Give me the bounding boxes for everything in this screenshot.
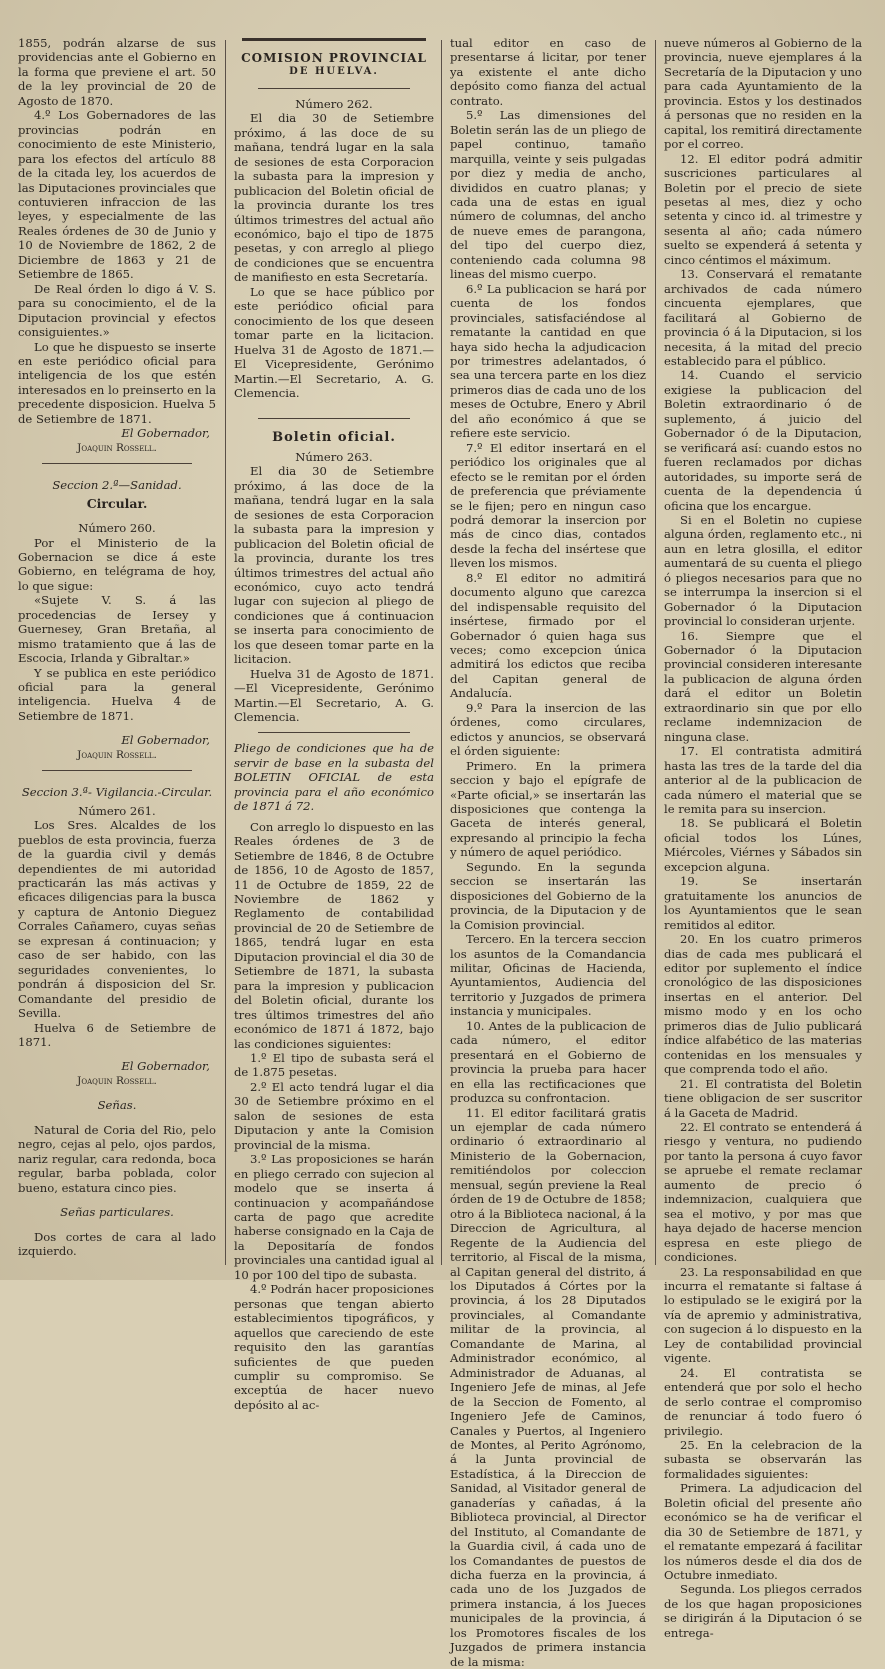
paragraph: 21. El contratista del Boletin tiene obligacion de ser suscritor á la Gaceta de Madrid. (664, 1076, 862, 1120)
paragraph: Tercero. En la tercera seccion los asuntos de la Comandancia militar, Oficinas de Hacienda, Ayuntamientos, Audiencia del territorio y Juzgados de primera instancia y municipales. (450, 932, 646, 1019)
paragraph: Primero. En la primera seccion y bajo el epígrafe de «Parte oficial,» se insertarán las disposiciones que contenga la Gaceta de interés general, expresando al principio la fecha y número de aquel periódico. (450, 758, 646, 860)
paragraph: 2.º El acto tendrá lugar el dia 30 de Setiembre próximo en el salon de sesiones de esta Diputacion y ante la Comision provincial de la misma. (234, 1079, 434, 1152)
column-divider (441, 40, 442, 1265)
paragraph: Dos cortes de cara al lado izquierdo. (18, 1229, 216, 1258)
section-divider (258, 88, 410, 89)
signature-title: El Gobernador, (121, 733, 210, 748)
signature-title: El Gobernador, (121, 1059, 210, 1074)
section-divider (258, 732, 410, 733)
paragraph: 23. La responsabilidad en que incurra el rematante si faltase á lo estipulado se le exigirá por la vía de apremio y administrativa, con sugecion á lo dispuesto en la Ley de contabilidad provincial vigente. (664, 1264, 862, 1366)
paragraph: 9.º Para la insercion de las órdenes, como circulares, edictos y anuncios, se observará el órden siguiente: (450, 700, 646, 759)
paragraph: tual editor en caso de presentarse á licitar, por tener ya existente el ante dicho depósito como fianza del actual contrato. (450, 36, 646, 108)
masthead-rule (242, 38, 426, 41)
paragraph: 18. Se publicará el Boletin oficial todos los Lúnes, Miércoles, Viérnes y Sábados sin excepcion alguna. (664, 816, 862, 874)
paragraph: Los Sres. Alcaldes de los pueblos de esta provincia, fuerza de la guardia civil y demás dependientes de mi autoridad practicarán las más activas y eficaces diligencias para la busca y captura de Antonio Dieguez Corrales Cañamero, cuyas señas se expresan á continuacion; y caso de ser habido, con las seguridades convenientes, lo pondrán á disposicion del Sr. Comandante del presidio de Sevilla. (18, 818, 216, 1021)
paragraph: Lo que he dispuesto se inserte en este periódico oficial para inteligencia de los que estén interesados en lo preinserto en la precedente disposicion. Huelva 5 de Setiembre de 1871. (18, 339, 216, 426)
paragraph: Primera. La adjudicacion del Boletin oficial del presente año económico se ha de verificar el dia 30 de Setiembre de 1871, y el rematante empezará á facilitar los números desde el dia dos de Octubre inmediato. (664, 1481, 862, 1583)
column-3 (450, 36, 646, 1669)
paragraph: 17. El contratista admitirá hasta las tres de la tarde del dia anterior al de la publicacion de cada número el material que se le remita para su insercion. (664, 744, 862, 817)
section-heading: Seccion 2.ª—Sanidad. (52, 478, 182, 493)
paragraph: 16. Siempre que el Gobernador ó la Diputacion provincial consideren interesante la publicacion de alguna órden dará el editor un Boletin extraordinario sin que por ello reclame indemnizacion de ninguna clase. (664, 628, 862, 744)
paragraph: 1.º El tipo de subasta será el de 1.875 pesetas. (234, 1051, 434, 1080)
article-heading: Circular. (86, 495, 148, 511)
article-number: Número 260. (78, 521, 156, 536)
masthead-title: COMISION PROVINCIAL (241, 51, 427, 65)
paragraph: 24. El contratista se entenderá que por solo el hecho de serlo contrae el compromiso de renunciar á todo fuero ó privilegio. (664, 1365, 862, 1438)
signature-name: Joaquin Rossell. (77, 748, 157, 761)
paragraph: Con arreglo lo dispuesto en las Reales órdenes de 3 de Setiembre de 1846, 8 de Octubre de 1856, 10 de Agosto de 1857, 11 de Octubre de 1859, 22 de Noviembre de 1862 y Reglamento de contabilidad provincial de 20 de Setiembre de 1865, tendrá lugar en esta Diputacion provincial el dia 30 de Setiembre de 1871, la subasta para la impresion y publicacion del Boletin oficial, durante los tres últimos trimestres del año económico de 1871 á 1872, bajo las condiciones siguientes: (234, 819, 434, 1051)
paragraph: El dia 30 de Setiembre próximo, á las doce de su mañana, tendrá lugar en la sala de sesiones de esta Corporacion la subasta para la impresion y publicacion del Boletin oficial de la provincia durante los tres últimos trimestres del actual año económico, bajo el tipo de 1875 pesetas, y con arreglo al pliego de condiciones que se encuentra de manifiesto en esta Secretaría. (234, 111, 434, 285)
signature-name: Joaquin Rossell. (77, 441, 157, 454)
section-divider (42, 770, 192, 771)
paragraph: Huelva 31 de Agosto de 1871. —El Vicepresidente, Gerónimo Martin.—El Secretario, A. G. Clemencia. (234, 666, 434, 725)
paragraph: 5.º Las dimensiones del Boletin serán las de un pliego de papel continuo, tamaño marquilla, veinte y seis pulgadas por diez y media de ancho, divididos en cuatro planas; y cada una de estas en igual número de columnas, del ancho de nueve emes de parangona, del tipo del cuerpo diez, conteniendo cada columna 98 lineas del mismo cuerpo. (450, 108, 646, 282)
article-number: Número 262. (295, 96, 373, 111)
paragraph: Lo que se hace público por este periódico oficial para conocimiento de los que deseen tomar parte en la licitacion. Huelva 31 de Agosto de 1871.—El Vicepresidente, Gerónimo Martin.—El Secretario, A. G. Clemencia. (234, 284, 434, 400)
section-divider (258, 418, 410, 419)
column-1 (18, 36, 216, 1272)
paragraph: 3.º Las proposiciones se harán en pliego cerrado con sujecion al modelo que se inserta á continuacion y acompañándose carta de pago que acredite haberse consignado en la Caja de la Depositaría de fondos provinciales una cantidad igual al 10 por 100 del tipo de subasta. (234, 1152, 434, 1282)
masthead-subtitle: DE HUELVA. (289, 66, 379, 78)
paragraph: 4.º Podrán hacer proposiciones personas que tengan abierto establecimientos tipográficos, y aquellos que careciendo de este requisito den las garantías suficientes de que pueden cumplir su compromiso. Se exceptúa de hacer nuevo depósito al ac- (234, 1282, 434, 1412)
paragraph: «Sujete V. S. á las procedencias de Iersey y Guernesey, Gran Bretaña, al mismo tratamiento que á las de Escocia, Irlanda y Gibraltar.» (18, 593, 216, 666)
section-heading: Seccion 3.ª- Vigilancia.-Circular. (21, 785, 213, 800)
paragraph: Si en el Boletin no cupiese alguna órden, reglamento etc., ni aun en letra glosilla, el editor aumentará de su cuenta el pliego ó pliegos necesarios para que no se interrumpa la insercion si el Gobernador ó la Diputacion provincial lo consideran urjente. (664, 512, 862, 629)
paragraph: 4.º Los Gobernadores de las provincias podrán en conocimiento de este Ministerio, para los efectos del artículo 88 de la citada ley, los acuerdos de las Diputaciones provinciales que contuvieren infraccion de las leyes, y especialmente de las Reales órdenes de 30 de Junio y 10 de Noviembre de 1862, 2 de Diciembre de 1863 y 21 de Setiembre de 1865. (18, 108, 216, 282)
paragraph: Por el Ministerio de la Gobernacion se dice á este Gobierno, en telégrama de hoy, lo que sigue: (18, 535, 216, 593)
paragraph: Natural de Coria del Rio, pelo negro, cejas al pelo, ojos pardos, nariz regular, cara redonda, boca regular, barba poblada, color bueno, estatura cinco pies. (18, 1122, 216, 1195)
paragraph: 19. Se insertarán gratuitamente los anuncios de los Ayuntamientos que le sean remitidos al editor. (664, 874, 862, 932)
pliego-heading: Pliego de condiciones que ha de servir de base en la subasta del BOLETIN OFICIAL de esta provincia para el año económico de 1871 á 72. (234, 741, 434, 814)
section-divider (42, 463, 192, 464)
paragraph: nueve números al Gobierno de la provincia, nueve ejemplares á la Secretaría de la Diputacion y uno para cada Ayuntamiento de la provincia. Estos y los destinados á personas que no residen en la capital, los remitirá directamente por el correo. (664, 36, 862, 152)
article-number: Número 261. (78, 803, 156, 818)
paragraph: 22. El contrato se entenderá á riesgo y ventura, no pudiendo por tanto la persona á cuyo favor se apruebe el remate reclamar aumento de precio ó indemnizacion, cualquiera que sea el motivo, y por mas que haya dejado de hacerse mencion espresa en este pliego de condiciones. (664, 1119, 862, 1265)
paragraph: 13. Conservará el rematante archivados de cada número cincuenta ejemplares, que facilitará al Gobierno de provincia ó á la Diputacion, si los necesita, á la mitad del precio establecido para el público. (664, 267, 862, 368)
paragraph: 1855, podrán alzarse de sus providencias ante el Gobierno en la forma que previene el art. 50 de la ley provincial de 20 de Agosto de 1870. (18, 36, 216, 108)
paragraph: 8.º El editor no admitirá documento alguno que carezca del indispensable requisito del insértese, firmado por el Gobernador ó quien haga sus veces; como excepcion única admitirá los edictos que reciba del Capitan general de Andalucía. (450, 570, 646, 701)
paragraph: 11. El editor facilitará gratis un ejemplar de cada número ordinario ó extraordinario al Ministerio de la Gobernacion, remitiéndolos por coleccion mensual, según previene la Real órden de 19 de Octubre de 1858; otro á la Biblioteca nacional, á la Direccion de Agricultura, al Regente de la Audiencia del territorio, al Fiscal de la misma, al Capitan general del distrito, á los Diputados á Córtes por la provincia, á los 28 Diputados provinciales, al Comandante militar de la provincia, al Comandante de Marina, al Administrador económico, al Administrador de Aduanas, al Ingeniero Jefe de minas, al Jefe de la Seccion de Fomento, al Ingeniero Jefe de Caminos, Canales y Puertos, al Ingeniero de Montes, al Perito Agrónomo, á la Junta provincial de Estadística, á la Direccion de Sanidad, al Visitador general de ganaderías y cañadas, á la Biblioteca provincial, al Director del Instituto, al Comandante de la Guardia civil, á cada uno de los Comandantes de puestos de dicha fuerza en la provincia, á cada uno de los Juzgados de primera instancia, á los Jueces municipales de la provincia, á los Promotores fiscales de los Juzgados de primera instancia de la misma: (450, 1105, 646, 1669)
paragraph: Y se publica en este periódico oficial para la general inteligencia. Huelva 4 de Setiembre de 1871. (18, 665, 216, 723)
subheading: Señas. (97, 1098, 137, 1113)
column-divider (655, 40, 656, 1265)
paragraph: 20. En los cuatro primeros dias de cada mes publicará el editor por suplemento el índice cronológico de las disposiciones insertas en el anterior. Del mismo modo y en los ocho primeros dias de Julio publicará índice alfabético de las materias contenidas en los mensuales y que comprenda todo el año. (664, 932, 862, 1077)
paragraph: 6.º La publicacion se hará por cuenta de los fondos provinciales, satisfaciéndose al rematante la cantidad en que haya sido hecha la adjudicacion por trimestres adelantados, ó sea una tercera parte en los diez primeros dias de cada uno de los meses de Octubre, Enero y Abril del año económico á que se refiere este servicio. (450, 281, 646, 441)
article-number: Número 263. (295, 449, 373, 464)
paragraph: De Real órden lo digo á V. S. para su conocimiento, el de la Diputacion provincial y efectos consiguientes.» (18, 281, 216, 340)
paragraph: 7.º El editor insertará en el periódico los originales que al efecto se le remitan por el órden de preferencia que préviamente se le fijen; pero en ningun caso podrá demorar la insercion por más de cinco dias, contados desde la fecha del insértese que lleven los mismos. (450, 440, 646, 571)
paragraph: 14. Cuando el servicio exigiese la publicacion del Boletin extraordinario ó de suplemento, á juicio del Gobernador ó de la Diputacion, se verificará así: cuando estos no fueren reclamados por dichas autoridades, su importe será de cuenta de la dependencia ú oficina que los encargue. (664, 368, 862, 513)
column-divider (225, 40, 226, 1265)
paragraph: 25. En la celebracion de la subasta se observarán las formalidades siguientes: (664, 1437, 862, 1481)
signature-title: El Gobernador, (121, 426, 210, 441)
article-heading: Boletin oficial. (272, 430, 396, 446)
column-2 (234, 36, 434, 1412)
signature-name: Joaquin Rossell. (77, 1074, 157, 1087)
column-4 (664, 36, 862, 1640)
paragraph: Huelva 6 de Setiembre de 1871. (18, 1020, 216, 1049)
paragraph: Segundo. En la segunda seccion se insertarán las disposiciones del Gobierno de la provincia, de la Diputacion y de la Comision provincial. (450, 859, 646, 932)
paragraph: 10. Antes de la publicacion de cada número, el editor presentará en el Gobierno de provincia la prueba para hacer en ella las rectificaciones que produzca su confrontacion. (450, 1018, 646, 1106)
subheading: Señas particulares. (60, 1205, 174, 1220)
paragraph: 12. El editor podrá admitir suscriciones particulares al Boletin por el precio de siete pesetas al mes, diez y ocho setenta y cinco id. al trimestre y sesenta al año; cada número suelto se expenderá á setenta y cinco céntimos el máximum. (664, 151, 862, 267)
paragraph: Segunda. Los pliegos cerrados de los que hagan proposiciones se dirigirán á la Diputacion ó se entrega- (664, 1582, 862, 1640)
paragraph: El dia 30 de Setiembre próximo, á las doce de la mañana, tendrá lugar en la sala de sesiones de esta Corporacion la subasta para la impresion y publicacion del Boletin oficial de la provincia, durante los tres últimos trimestres del actual año económico, cuyo acto tendrá lugar con sujecion al pliego de condiciones que á continuacion se inserta para conocimiento de los que deseen tomar parte en la licitacion. (234, 464, 434, 667)
